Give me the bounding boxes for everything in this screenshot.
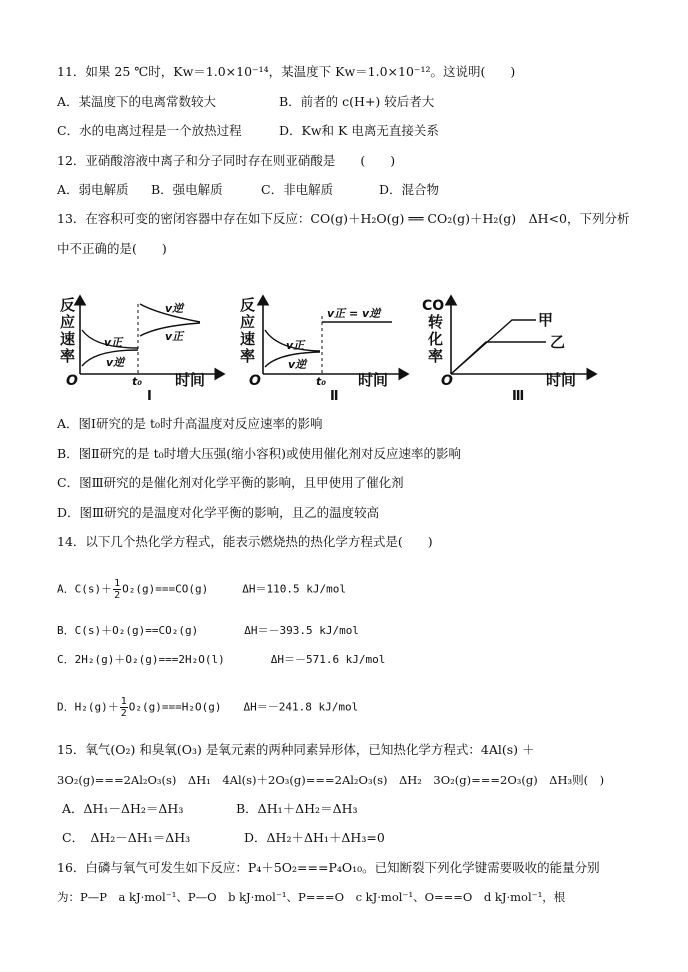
fig1-ylabel-4: 率 (60, 347, 76, 365)
figure-3 (422, 296, 596, 404)
q14-a-numerator: 1 (114, 578, 121, 589)
q13-stem-line1: 13．在容积可变的密闭容器中存在如下反应：CO(g)＋H₂O(g) ══ CO₂(g)＋H₂(g) ΔH<0，下列分析 (57, 211, 630, 226)
fig1-t0: t₀ (132, 375, 143, 388)
fig1-label-vneg2: v逆 (165, 302, 184, 315)
q15-option-d: D．ΔH₂＋ΔH₁＋ΔH₃=0 (244, 830, 385, 845)
q14-d-enthalpy: ΔH＝－241.8 kJ/mol (243, 700, 359, 714)
q14-stem: 14．以下几个热化学方程式，能表示燃烧热的热化学方程式是( ) (57, 534, 433, 549)
fig2-t0: t₀ (316, 375, 327, 388)
fig2-origin: O (249, 373, 261, 389)
q14-d-reactant: D．H₂(g)＋ (57, 700, 119, 714)
q11-stem: 11．如果 25 ℃时，Kw＝1.0×10⁻¹⁴，某温度下 Kw＝1.0×10⁻¹²。这说明( ) (57, 64, 516, 79)
fig2-ylabel-3: 速 (240, 330, 256, 348)
figure-2 (240, 296, 408, 404)
fig3-roman: Ⅲ (512, 389, 525, 404)
figure-1 (60, 296, 224, 404)
fig3-ylabel-3: 化 (428, 330, 444, 348)
fig3-line-yi (451, 342, 546, 374)
fig1-ylabel-1: 反 (60, 296, 76, 314)
q13-option-b: B．图Ⅱ研究的是 t₀时增大压强(缩小容积)或使用催化剂对反应速率的影响 (57, 446, 461, 461)
fig2-ylabel-4: 率 (240, 347, 256, 365)
fig3-ylabel-4: 率 (428, 347, 444, 365)
fig3-line-jia (451, 320, 536, 374)
q14-a-reactant: A．C(s)＋ (57, 582, 113, 596)
q11-option-b: B．前者的 c(H+) 较后者大 (279, 94, 435, 109)
q11-option-d: D．Kw和 K 电离无直接关系 (279, 123, 439, 138)
q14-a-enthalpy: ΔH＝110.5 kJ/mol (242, 582, 346, 596)
fig3-label-yi: 乙 (550, 333, 566, 351)
q11-option-a: A．某温度下的电离常数较大 (57, 94, 217, 109)
q15-options-row1 (62, 800, 358, 818)
q11-options-row1 (57, 93, 434, 111)
q13-option-d: D．图Ⅲ研究的是温度对化学平衡的影响，且乙的温度较高 (57, 505, 380, 520)
fig1-label-vneg: v逆 (106, 356, 125, 369)
q15-option-b: B．ΔH₁＋ΔH₂＝ΔH₃ (236, 801, 358, 816)
q15-option-a: A．ΔH₁－ΔH₂＝ΔH₃ (62, 801, 184, 816)
q15-option-c: C． ΔH₂－ΔH₁＝ΔH₃ (62, 830, 191, 845)
fig1-ylabel-2: 应 (60, 313, 76, 331)
q15-stem-line1: 15．氧气(O₂) 和臭氧(O₃) 是氧元素的两种同素异形体，已知热化学方程式：4Al(s) ＋ (57, 742, 535, 757)
q14-a-product: O₂(g)===CO(g) (122, 582, 209, 596)
q14-b-equation: B．C(s)＋O₂(g)==CO₂(g) (57, 624, 199, 637)
q13-figures (0, 290, 688, 410)
q16-stem-line1: 16．白磷与氧气可发生如下反应：P₄＋5O₂===P₄O₁₀。已知断裂下列化学键需要吸收的能量分别 (57, 860, 600, 875)
q14-b-enthalpy: ΔH＝－393.5 kJ/mol (244, 624, 359, 637)
q12-options (57, 181, 439, 199)
q14-a-denominator: 2 (114, 590, 121, 601)
q11-option-c: C．水的电离过程是一个放热过程 (57, 123, 242, 138)
fig2-label-vpos: v正 (286, 339, 305, 352)
fig3-label-jia: 甲 (538, 311, 554, 329)
fig2-xlabel: 时间 (358, 371, 389, 389)
q12-option-b: B．强电解质 (151, 182, 223, 197)
q15-options-row2 (62, 829, 385, 847)
q16-stem-line2: 为：P—P a kJ·mol⁻¹、P—O b kJ·mol⁻¹、P===O c kJ·mol⁻¹、O===O d kJ·mol⁻¹，根 (57, 890, 566, 904)
q13-option-a: A．图Ⅰ研究的是 t₀时升高温度对反应速率的影响 (57, 416, 323, 431)
fig2-label-vneg: v逆 (288, 358, 307, 371)
fig3-ylabel-1: CO (422, 298, 445, 314)
fig3-origin: O (441, 373, 453, 389)
q14-c-enthalpy: ΔH＝－571.6 kJ/mol (270, 653, 386, 666)
fig1-origin: O (66, 373, 78, 389)
q12-option-d: D．混合物 (379, 182, 440, 197)
fig1-xlabel: 时间 (175, 371, 206, 389)
q14-d-product: O₂(g)===H₂O(g) (128, 700, 222, 714)
fig2-ylabel-1: 反 (240, 296, 256, 314)
fig3-ylabel-2: 转 (428, 313, 444, 331)
q14-a-fraction (113, 578, 121, 601)
q14-d-numerator: 1 (120, 696, 127, 707)
q15-stem-line2: 3O₂(g)===2Al₂O₃(s) ΔH₁ 4Al(s)＋2O₃(g)===2Al₂O₃(s) ΔH₂ 3O₂(g)===2O₃(g) ΔH₃则( ) (57, 773, 605, 787)
fig3-xlabel: 时间 (546, 371, 577, 389)
q11-options-row2 (57, 122, 439, 140)
q14-option-a (57, 578, 346, 601)
fig1-roman: Ⅰ (147, 389, 152, 404)
q14-option-b (57, 622, 359, 640)
q12-option-a: A．弱电解质 (57, 182, 129, 197)
fig2-ylabel-2: 应 (240, 313, 256, 331)
fig1-label-vpos2: v正 (165, 330, 184, 343)
q14-option-d (57, 696, 358, 719)
q12-option-c: C．非电解质 (261, 182, 334, 197)
q13-stem-line2: 中不正确的是( ) (57, 241, 167, 256)
fig1-label-vpos: v正 (104, 336, 123, 349)
q14-d-fraction (120, 696, 128, 719)
fig1-ylabel-3: 速 (60, 330, 76, 348)
q13-option-c: C．图Ⅲ研究的是催化剂对化学平衡的影响，且甲使用了催化剂 (57, 475, 404, 490)
q14-option-c (57, 651, 385, 669)
q14-c-equation: C．2H₂(g)＋O₂(g)===2H₂O(l) (57, 653, 225, 666)
q12-stem: 12．亚硝酸溶液中离子和分子同时存在则亚硝酸是 ( ) (57, 153, 396, 168)
fig2-roman: Ⅱ (330, 389, 339, 404)
fig2-label-equal: v正 = v逆 (327, 307, 381, 320)
q14-d-denominator: 2 (120, 708, 127, 719)
